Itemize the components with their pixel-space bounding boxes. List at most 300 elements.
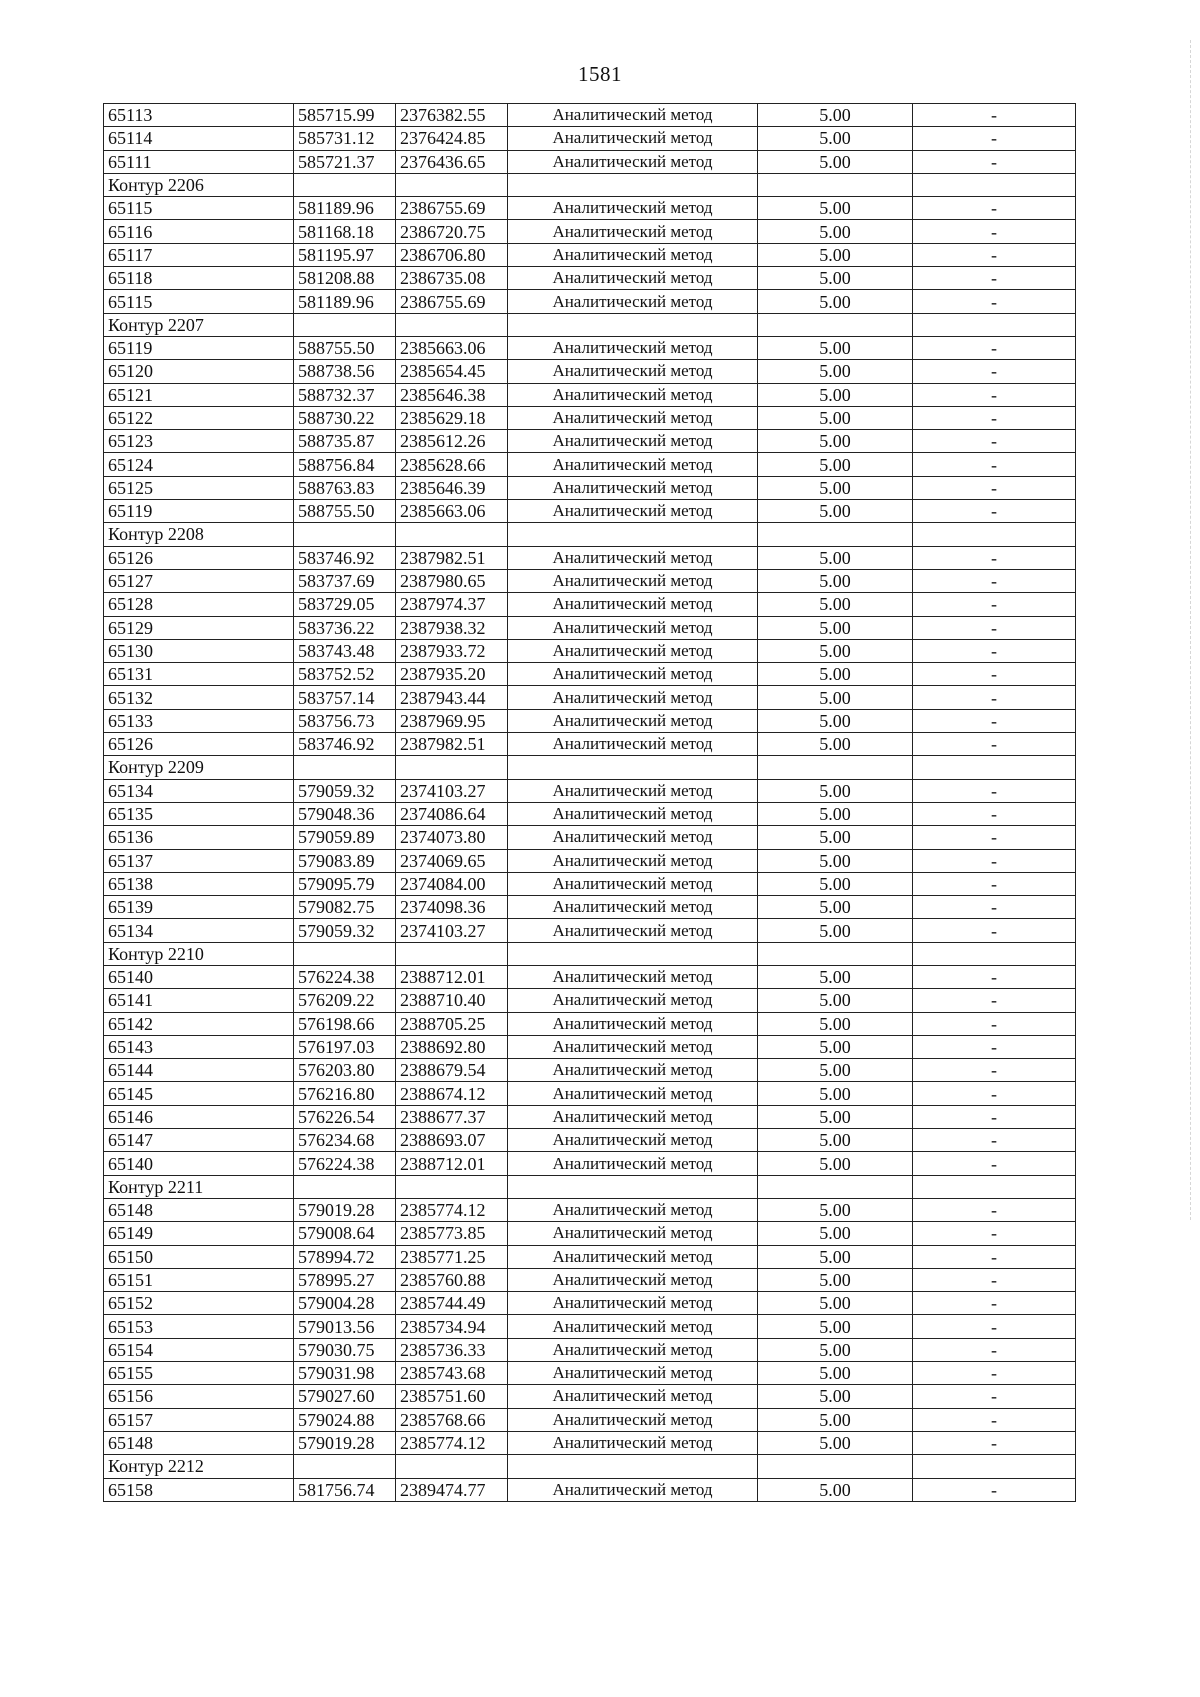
y-coordinate: 2374086.64 bbox=[396, 802, 508, 825]
point-number: 65150 bbox=[104, 1245, 294, 1268]
precision-cell bbox=[758, 942, 913, 965]
point-row bbox=[104, 267, 1076, 290]
note-cell: - bbox=[913, 476, 1076, 499]
x-coordinate: 581195.97 bbox=[294, 243, 396, 266]
point-row bbox=[104, 593, 1076, 616]
precision-cell: 5.00 bbox=[758, 1431, 913, 1454]
precision-cell: 5.00 bbox=[758, 383, 913, 406]
method-cell bbox=[508, 1175, 758, 1198]
note-cell: - bbox=[913, 220, 1076, 243]
point-row bbox=[104, 616, 1076, 639]
point-number: 65130 bbox=[104, 639, 294, 662]
point-row bbox=[104, 779, 1076, 802]
point-number: 65157 bbox=[104, 1408, 294, 1431]
contour-label: Контур 2208 bbox=[104, 523, 294, 546]
note-cell: - bbox=[913, 919, 1076, 942]
note-cell: - bbox=[913, 663, 1076, 686]
y-coordinate: 2374103.27 bbox=[396, 919, 508, 942]
note-cell: - bbox=[913, 243, 1076, 266]
x-coordinate: 576209.22 bbox=[294, 989, 396, 1012]
point-number: 65120 bbox=[104, 360, 294, 383]
point-row bbox=[104, 1035, 1076, 1058]
y-coordinate: 2387938.32 bbox=[396, 616, 508, 639]
point-row bbox=[104, 989, 1076, 1012]
y-coordinate: 2386706.80 bbox=[396, 243, 508, 266]
precision-cell bbox=[758, 313, 913, 336]
method-cell: Аналитический метод bbox=[508, 826, 758, 849]
y-coordinate: 2388705.25 bbox=[396, 1012, 508, 1035]
point-number: 65111 bbox=[104, 150, 294, 173]
y-coordinate: 2385628.66 bbox=[396, 453, 508, 476]
precision-cell: 5.00 bbox=[758, 569, 913, 592]
y-coordinate: 2374103.27 bbox=[396, 779, 508, 802]
y-coordinate: 2374084.00 bbox=[396, 872, 508, 895]
x-coordinate: 576197.03 bbox=[294, 1035, 396, 1058]
point-row bbox=[104, 663, 1076, 686]
point-number: 65127 bbox=[104, 569, 294, 592]
x-cell bbox=[294, 756, 396, 779]
point-number: 65125 bbox=[104, 476, 294, 499]
y-cell bbox=[396, 523, 508, 546]
y-coordinate: 2388712.01 bbox=[396, 1152, 508, 1175]
x-coordinate: 579059.32 bbox=[294, 919, 396, 942]
method-cell: Аналитический метод bbox=[508, 919, 758, 942]
note-cell: - bbox=[913, 406, 1076, 429]
contour-header-row bbox=[104, 1175, 1076, 1198]
point-number: 65132 bbox=[104, 686, 294, 709]
point-row bbox=[104, 1385, 1076, 1408]
method-cell: Аналитический метод bbox=[508, 1222, 758, 1245]
precision-cell: 5.00 bbox=[758, 243, 913, 266]
note-cell: - bbox=[913, 453, 1076, 476]
y-coordinate: 2385768.66 bbox=[396, 1408, 508, 1431]
x-coordinate: 583729.05 bbox=[294, 593, 396, 616]
note-cell: - bbox=[913, 616, 1076, 639]
x-coordinate: 583757.14 bbox=[294, 686, 396, 709]
x-coordinate: 583736.22 bbox=[294, 616, 396, 639]
point-number: 65148 bbox=[104, 1198, 294, 1221]
method-cell: Аналитический метод bbox=[508, 849, 758, 872]
note-cell: - bbox=[913, 709, 1076, 732]
point-number: 65148 bbox=[104, 1431, 294, 1454]
x-coordinate: 579019.28 bbox=[294, 1198, 396, 1221]
precision-cell: 5.00 bbox=[758, 1105, 913, 1128]
precision-cell: 5.00 bbox=[758, 1152, 913, 1175]
x-coordinate: 581189.96 bbox=[294, 197, 396, 220]
method-cell: Аналитический метод bbox=[508, 476, 758, 499]
y-coordinate: 2385771.25 bbox=[396, 1245, 508, 1268]
precision-cell: 5.00 bbox=[758, 220, 913, 243]
x-coordinate: 579031.98 bbox=[294, 1362, 396, 1385]
note-cell: - bbox=[913, 802, 1076, 825]
point-row bbox=[104, 1198, 1076, 1221]
point-number: 65113 bbox=[104, 104, 294, 127]
point-row bbox=[104, 709, 1076, 732]
note-cell: - bbox=[913, 336, 1076, 359]
note-cell: - bbox=[913, 546, 1076, 569]
y-coordinate: 2385744.49 bbox=[396, 1292, 508, 1315]
x-coordinate: 576226.54 bbox=[294, 1105, 396, 1128]
y-coordinate: 2389474.77 bbox=[396, 1478, 508, 1501]
method-cell: Аналитический метод bbox=[508, 1315, 758, 1338]
y-cell bbox=[396, 173, 508, 196]
precision-cell: 5.00 bbox=[758, 1059, 913, 1082]
precision-cell: 5.00 bbox=[758, 593, 913, 616]
x-coordinate: 576216.80 bbox=[294, 1082, 396, 1105]
point-number: 65135 bbox=[104, 802, 294, 825]
precision-cell: 5.00 bbox=[758, 686, 913, 709]
precision-cell: 5.00 bbox=[758, 616, 913, 639]
precision-cell: 5.00 bbox=[758, 476, 913, 499]
point-number: 65126 bbox=[104, 546, 294, 569]
method-cell: Аналитический метод bbox=[508, 360, 758, 383]
contour-header-row bbox=[104, 173, 1076, 196]
point-number: 65139 bbox=[104, 896, 294, 919]
method-cell: Аналитический метод bbox=[508, 1105, 758, 1128]
x-cell bbox=[294, 1175, 396, 1198]
method-cell: Аналитический метод bbox=[508, 1292, 758, 1315]
contour-label: Контур 2206 bbox=[104, 173, 294, 196]
x-cell bbox=[294, 942, 396, 965]
method-cell: Аналитический метод bbox=[508, 1152, 758, 1175]
x-coordinate: 581756.74 bbox=[294, 1478, 396, 1501]
y-coordinate: 2386755.69 bbox=[396, 197, 508, 220]
note-cell: - bbox=[913, 1129, 1076, 1152]
precision-cell: 5.00 bbox=[758, 336, 913, 359]
point-row bbox=[104, 290, 1076, 313]
note-cell: - bbox=[913, 1082, 1076, 1105]
note-cell: - bbox=[913, 1431, 1076, 1454]
point-row bbox=[104, 500, 1076, 523]
y-coordinate: 2385760.88 bbox=[396, 1268, 508, 1291]
method-cell bbox=[508, 523, 758, 546]
x-coordinate: 579008.64 bbox=[294, 1222, 396, 1245]
method-cell: Аналитический метод bbox=[508, 593, 758, 616]
method-cell: Аналитический метод bbox=[508, 1198, 758, 1221]
x-cell bbox=[294, 173, 396, 196]
note-cell: - bbox=[913, 872, 1076, 895]
note-cell bbox=[913, 313, 1076, 336]
method-cell: Аналитический метод bbox=[508, 686, 758, 709]
method-cell bbox=[508, 173, 758, 196]
point-number: 65145 bbox=[104, 1082, 294, 1105]
point-row bbox=[104, 1478, 1076, 1501]
precision-cell: 5.00 bbox=[758, 1198, 913, 1221]
precision-cell: 5.00 bbox=[758, 826, 913, 849]
precision-cell: 5.00 bbox=[758, 872, 913, 895]
point-row bbox=[104, 127, 1076, 150]
note-cell bbox=[913, 523, 1076, 546]
note-cell: - bbox=[913, 383, 1076, 406]
precision-cell: 5.00 bbox=[758, 802, 913, 825]
point-number: 65151 bbox=[104, 1268, 294, 1291]
point-number: 65114 bbox=[104, 127, 294, 150]
method-cell: Аналитический метод bbox=[508, 1385, 758, 1408]
y-coordinate: 2387933.72 bbox=[396, 639, 508, 662]
x-coordinate: 579004.28 bbox=[294, 1292, 396, 1315]
method-cell: Аналитический метод bbox=[508, 453, 758, 476]
method-cell: Аналитический метод bbox=[508, 406, 758, 429]
y-coordinate: 2388677.37 bbox=[396, 1105, 508, 1128]
y-coordinate: 2385751.60 bbox=[396, 1385, 508, 1408]
precision-cell bbox=[758, 756, 913, 779]
method-cell: Аналитический метод bbox=[508, 1431, 758, 1454]
x-coordinate: 579083.89 bbox=[294, 849, 396, 872]
point-number: 65143 bbox=[104, 1035, 294, 1058]
y-coordinate: 2386720.75 bbox=[396, 220, 508, 243]
note-cell: - bbox=[913, 1245, 1076, 1268]
point-number: 65134 bbox=[104, 919, 294, 942]
x-coordinate: 588735.87 bbox=[294, 430, 396, 453]
x-coordinate: 576198.66 bbox=[294, 1012, 396, 1035]
precision-cell: 5.00 bbox=[758, 919, 913, 942]
method-cell: Аналитический метод bbox=[508, 336, 758, 359]
precision-cell: 5.00 bbox=[758, 663, 913, 686]
note-cell bbox=[913, 173, 1076, 196]
y-coordinate: 2387974.37 bbox=[396, 593, 508, 616]
method-cell: Аналитический метод bbox=[508, 127, 758, 150]
precision-cell: 5.00 bbox=[758, 1408, 913, 1431]
x-coordinate: 588730.22 bbox=[294, 406, 396, 429]
contour-header-row bbox=[104, 756, 1076, 779]
precision-cell: 5.00 bbox=[758, 430, 913, 453]
note-cell: - bbox=[913, 849, 1076, 872]
x-coordinate: 576234.68 bbox=[294, 1129, 396, 1152]
method-cell: Аналитический метод bbox=[508, 616, 758, 639]
contour-header-row bbox=[104, 942, 1076, 965]
precision-cell: 5.00 bbox=[758, 104, 913, 127]
point-row bbox=[104, 569, 1076, 592]
precision-cell: 5.00 bbox=[758, 849, 913, 872]
method-cell: Аналитический метод bbox=[508, 1362, 758, 1385]
note-cell: - bbox=[913, 989, 1076, 1012]
y-coordinate: 2376436.65 bbox=[396, 150, 508, 173]
note-cell: - bbox=[913, 686, 1076, 709]
y-coordinate: 2385646.38 bbox=[396, 383, 508, 406]
precision-cell: 5.00 bbox=[758, 1362, 913, 1385]
note-cell: - bbox=[913, 1408, 1076, 1431]
note-cell bbox=[913, 1455, 1076, 1478]
point-number: 65153 bbox=[104, 1315, 294, 1338]
note-cell: - bbox=[913, 104, 1076, 127]
point-number: 65122 bbox=[104, 406, 294, 429]
y-coordinate: 2387980.65 bbox=[396, 569, 508, 592]
x-coordinate: 585721.37 bbox=[294, 150, 396, 173]
method-cell: Аналитический метод bbox=[508, 150, 758, 173]
point-row bbox=[104, 965, 1076, 988]
note-cell: - bbox=[913, 896, 1076, 919]
precision-cell: 5.00 bbox=[758, 896, 913, 919]
x-coordinate: 579048.36 bbox=[294, 802, 396, 825]
point-number: 65149 bbox=[104, 1222, 294, 1245]
method-cell: Аналитический метод bbox=[508, 243, 758, 266]
point-number: 65115 bbox=[104, 197, 294, 220]
x-coordinate: 581168.18 bbox=[294, 220, 396, 243]
note-cell: - bbox=[913, 965, 1076, 988]
method-cell: Аналитический метод bbox=[508, 663, 758, 686]
x-coordinate: 581208.88 bbox=[294, 267, 396, 290]
point-number: 65140 bbox=[104, 1152, 294, 1175]
point-row bbox=[104, 1012, 1076, 1035]
precision-cell: 5.00 bbox=[758, 127, 913, 150]
method-cell: Аналитический метод bbox=[508, 709, 758, 732]
y-coordinate: 2385654.45 bbox=[396, 360, 508, 383]
point-row bbox=[104, 872, 1076, 895]
y-coordinate: 2376424.85 bbox=[396, 127, 508, 150]
point-row bbox=[104, 1105, 1076, 1128]
method-cell: Аналитический метод bbox=[508, 1035, 758, 1058]
point-row bbox=[104, 220, 1076, 243]
x-coordinate: 583756.73 bbox=[294, 709, 396, 732]
point-number: 65128 bbox=[104, 593, 294, 616]
precision-cell: 5.00 bbox=[758, 989, 913, 1012]
note-cell: - bbox=[913, 1222, 1076, 1245]
method-cell: Аналитический метод bbox=[508, 1338, 758, 1361]
y-coordinate: 2388674.12 bbox=[396, 1082, 508, 1105]
method-cell: Аналитический метод bbox=[508, 802, 758, 825]
point-number: 65155 bbox=[104, 1362, 294, 1385]
method-cell: Аналитический метод bbox=[508, 383, 758, 406]
x-coordinate: 585731.12 bbox=[294, 127, 396, 150]
note-cell: - bbox=[913, 1152, 1076, 1175]
method-cell bbox=[508, 1455, 758, 1478]
note-cell: - bbox=[913, 1059, 1076, 1082]
method-cell: Аналитический метод bbox=[508, 1245, 758, 1268]
point-number: 65144 bbox=[104, 1059, 294, 1082]
x-coordinate: 583746.92 bbox=[294, 733, 396, 756]
method-cell: Аналитический метод bbox=[508, 896, 758, 919]
y-coordinate: 2388710.40 bbox=[396, 989, 508, 1012]
point-row bbox=[104, 360, 1076, 383]
note-cell: - bbox=[913, 826, 1076, 849]
point-number: 65152 bbox=[104, 1292, 294, 1315]
method-cell: Аналитический метод bbox=[508, 1478, 758, 1501]
y-cell bbox=[396, 1175, 508, 1198]
x-coordinate: 579024.88 bbox=[294, 1408, 396, 1431]
precision-cell: 5.00 bbox=[758, 290, 913, 313]
x-coordinate: 588732.37 bbox=[294, 383, 396, 406]
x-coordinate: 578995.27 bbox=[294, 1268, 396, 1291]
point-row bbox=[104, 1338, 1076, 1361]
page-number: 1581 bbox=[578, 62, 622, 86]
note-cell: - bbox=[913, 733, 1076, 756]
point-row bbox=[104, 1292, 1076, 1315]
point-row bbox=[104, 1268, 1076, 1291]
y-coordinate: 2385736.33 bbox=[396, 1338, 508, 1361]
method-cell: Аналитический метод bbox=[508, 1082, 758, 1105]
point-number: 65142 bbox=[104, 1012, 294, 1035]
method-cell: Аналитический метод bbox=[508, 220, 758, 243]
y-cell bbox=[396, 942, 508, 965]
method-cell: Аналитический метод bbox=[508, 569, 758, 592]
note-cell: - bbox=[913, 500, 1076, 523]
point-number: 65119 bbox=[104, 500, 294, 523]
point-number: 65119 bbox=[104, 336, 294, 359]
point-number: 65134 bbox=[104, 779, 294, 802]
x-coordinate: 579082.75 bbox=[294, 896, 396, 919]
method-cell: Аналитический метод bbox=[508, 989, 758, 1012]
y-coordinate: 2385663.06 bbox=[396, 336, 508, 359]
y-coordinate: 2385774.12 bbox=[396, 1431, 508, 1454]
x-coordinate: 583737.69 bbox=[294, 569, 396, 592]
y-coordinate: 2374069.65 bbox=[396, 849, 508, 872]
note-cell: - bbox=[913, 1338, 1076, 1361]
method-cell: Аналитический метод bbox=[508, 1408, 758, 1431]
x-coordinate: 576224.38 bbox=[294, 1152, 396, 1175]
contour-header-row bbox=[104, 313, 1076, 336]
method-cell: Аналитический метод bbox=[508, 1268, 758, 1291]
method-cell: Аналитический метод bbox=[508, 197, 758, 220]
point-row bbox=[104, 546, 1076, 569]
method-cell: Аналитический метод bbox=[508, 267, 758, 290]
note-cell bbox=[913, 1175, 1076, 1198]
note-cell: - bbox=[913, 290, 1076, 313]
note-cell bbox=[913, 756, 1076, 779]
precision-cell: 5.00 bbox=[758, 546, 913, 569]
point-row bbox=[104, 1152, 1076, 1175]
precision-cell: 5.00 bbox=[758, 1222, 913, 1245]
point-row bbox=[104, 639, 1076, 662]
method-cell: Аналитический метод bbox=[508, 500, 758, 523]
point-number: 65156 bbox=[104, 1385, 294, 1408]
method-cell bbox=[508, 313, 758, 336]
contour-header-row bbox=[104, 1455, 1076, 1478]
y-cell bbox=[396, 1455, 508, 1478]
point-row bbox=[104, 1408, 1076, 1431]
method-cell bbox=[508, 756, 758, 779]
precision-cell: 5.00 bbox=[758, 1129, 913, 1152]
y-coordinate: 2385743.68 bbox=[396, 1362, 508, 1385]
note-cell: - bbox=[913, 127, 1076, 150]
y-coordinate: 2385774.12 bbox=[396, 1198, 508, 1221]
point-number: 65118 bbox=[104, 267, 294, 290]
x-coordinate: 579027.60 bbox=[294, 1385, 396, 1408]
y-coordinate: 2385612.26 bbox=[396, 430, 508, 453]
precision-cell bbox=[758, 1455, 913, 1478]
point-number: 65140 bbox=[104, 965, 294, 988]
method-cell bbox=[508, 942, 758, 965]
note-cell: - bbox=[913, 1478, 1076, 1501]
x-coordinate: 583752.52 bbox=[294, 663, 396, 686]
point-number: 65115 bbox=[104, 290, 294, 313]
point-number: 65141 bbox=[104, 989, 294, 1012]
point-number: 65131 bbox=[104, 663, 294, 686]
x-coordinate: 583743.48 bbox=[294, 639, 396, 662]
y-coordinate: 2376382.55 bbox=[396, 104, 508, 127]
y-coordinate: 2386755.69 bbox=[396, 290, 508, 313]
note-cell bbox=[913, 942, 1076, 965]
precision-cell: 5.00 bbox=[758, 1292, 913, 1315]
method-cell: Аналитический метод bbox=[508, 872, 758, 895]
x-coordinate: 583746.92 bbox=[294, 546, 396, 569]
point-row bbox=[104, 686, 1076, 709]
precision-cell: 5.00 bbox=[758, 965, 913, 988]
point-row bbox=[104, 896, 1076, 919]
y-coordinate: 2387969.95 bbox=[396, 709, 508, 732]
precision-cell: 5.00 bbox=[758, 1385, 913, 1408]
y-coordinate: 2387943.44 bbox=[396, 686, 508, 709]
point-row bbox=[104, 243, 1076, 266]
point-row bbox=[104, 430, 1076, 453]
method-cell: Аналитический метод bbox=[508, 1012, 758, 1035]
point-number: 65137 bbox=[104, 849, 294, 872]
precision-cell: 5.00 bbox=[758, 406, 913, 429]
note-cell: - bbox=[913, 430, 1076, 453]
x-coordinate: 579030.75 bbox=[294, 1338, 396, 1361]
note-cell: - bbox=[913, 593, 1076, 616]
precision-cell: 5.00 bbox=[758, 1082, 913, 1105]
note-cell: - bbox=[913, 639, 1076, 662]
